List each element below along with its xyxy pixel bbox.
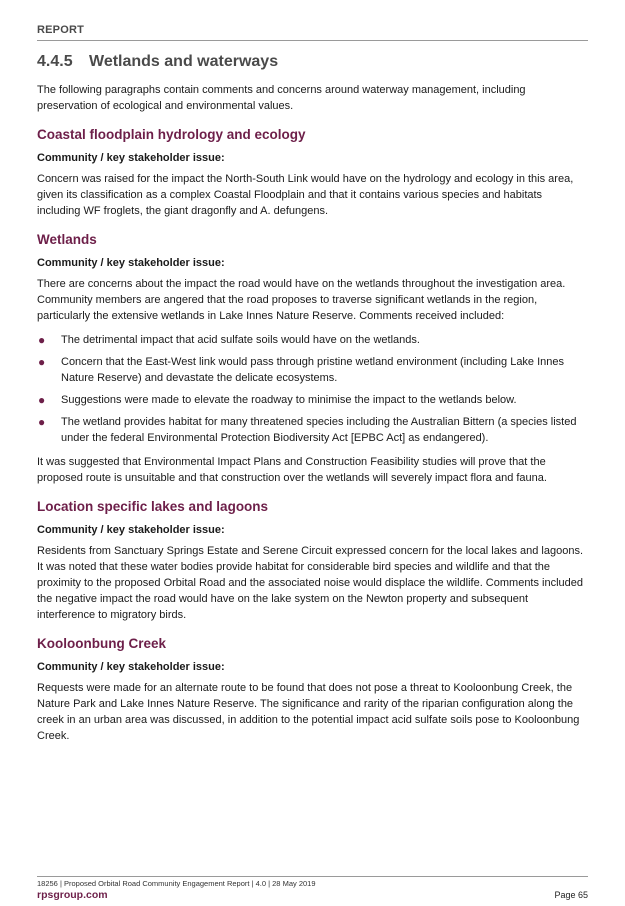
list-item — [37, 354, 588, 386]
footer-divider — [37, 876, 588, 877]
list-item-text: Concern that the East-West link would pass through pristine wetland environment (including Lake Innes Nature Reserve) and devastate the delicate ecosystems. — [61, 356, 565, 384]
bullet-list — [37, 332, 588, 446]
issue-label: Community / key stakeholder issue: — [37, 257, 225, 269]
paragraph: Requests were made for an alternate route to be found that does not pose a threat to Kooloonbung Creek, the Nature Park and Lake Innes Nature Reserve. The significance and rarity of the riparian configuration along the creek in an urban area was discussed, in addition to the potential impact acid sulfate soils pose to Kooloonbung Creek. — [37, 682, 580, 742]
list-item — [37, 392, 588, 408]
list-item-text: The wetland provides habitat for many threatened species including the Australian Bittern (a species listed under the federal Environmental Protection Biodiversity Act [EPBC Act] as endangered). — [61, 416, 577, 444]
paragraph: Residents from Sanctuary Springs Estate and Serene Circuit expressed concern for the local lakes and lagoons. It was noted that these water bodies provide habitat for considerable bird species and wildlife and that the proximity to the proposed Orbital Road and the associated noise would displace the wildlife. Comments included the negative impact the road would have on the lake system on the Newton property and subsequent interference to migratory birds. — [37, 545, 584, 621]
subsection-heading: Coastal floodplain hydrology and ecology — [37, 127, 306, 142]
issue-label: Community / key stakeholder issue: — [37, 524, 225, 536]
bullet-icon: ● — [38, 333, 46, 347]
subsection-heading: Wetlands — [37, 232, 97, 247]
subsection-heading: Kooloonbung Creek — [37, 636, 166, 651]
bullet-icon: ● — [38, 355, 46, 369]
footer-meta: 18256 | Proposed Orbital Road Community Engagement Report | 4.0 | 28 May 2019 — [37, 879, 316, 888]
list-item-text: Suggestions were made to elevate the roadway to minimise the impact to the wetlands below. — [61, 394, 517, 406]
section-intro: The following paragraphs contain comments and concerns around waterway management, including preservation of ecological and environmental values. — [37, 84, 526, 112]
list-item — [37, 414, 588, 446]
bullet-icon: ● — [38, 393, 46, 407]
header-label: REPORT — [37, 24, 85, 36]
paragraph: There are concerns about the impact the road would have on the wetlands throughout the investigation area. Community members are angered that the road proposes to traverse significant wetlands in the region, particularly the extensive wetlands in Lake Innes Nature Reserve. Comments received included: — [37, 278, 566, 322]
section-title: Wetlands and waterways — [89, 53, 279, 70]
section-number: 4.4.5 — [37, 53, 73, 70]
header-divider — [37, 40, 588, 41]
report-page — [37, 0, 588, 906]
list-item — [37, 332, 588, 348]
main-content — [37, 52, 588, 752]
issue-label: Community / key stakeholder issue: — [37, 661, 225, 673]
issue-label: Community / key stakeholder issue: — [37, 152, 225, 164]
section-heading — [37, 52, 588, 72]
paragraph: Concern was raised for the impact the North-South Link would have on the hydrology and ecology in this area, given its classification as a complex Coastal Floodplain and that it contains various species and habitats including WF froglets, the giant dragonfly and A. defungens. — [37, 173, 574, 217]
list-item-text: The detrimental impact that acid sulfate soils would have on the wetlands. — [61, 334, 420, 346]
page-number: Page 65 — [554, 890, 588, 900]
subsection-heading: Location specific lakes and lagoons — [37, 499, 269, 514]
footer-site-link[interactable]: rpsgroup.com — [37, 889, 108, 901]
bullet-icon: ● — [38, 415, 46, 429]
paragraph: It was suggested that Environmental Impact Plans and Construction Feasibility studies will prove that the proposed route is unsuitable and that construction over the wetlands will severely impact flora and fauna. — [37, 456, 547, 484]
